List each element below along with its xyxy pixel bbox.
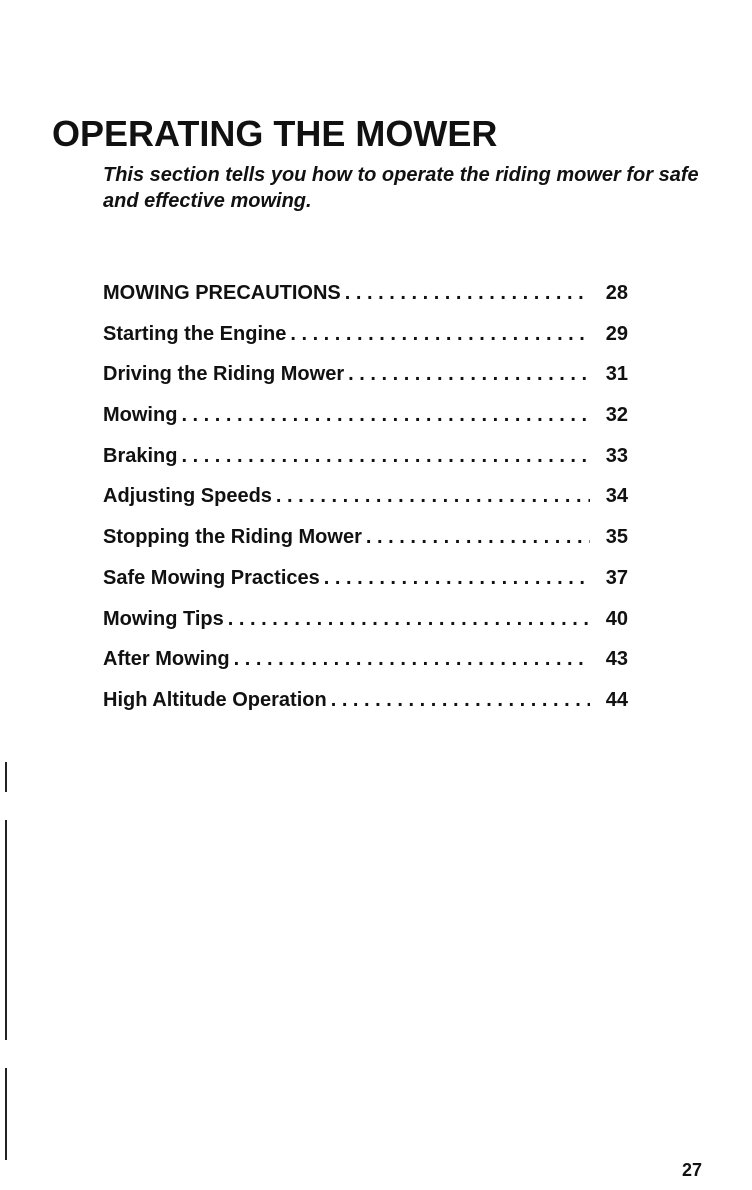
page-title: OPERATING THE MOWER — [52, 113, 498, 154]
dot-leader — [181, 445, 590, 468]
toc-entry-page: 44 — [605, 688, 628, 711]
toc-entry-page: 32 — [605, 404, 628, 427]
toc-entry-label: Adjusting Speeds — [103, 485, 272, 508]
toc-entry[interactable] — [103, 689, 628, 730]
dot-leader — [234, 648, 590, 671]
toc-entry[interactable] — [103, 363, 628, 404]
toc-entry-page: 33 — [605, 444, 628, 467]
page-number: 27 — [681, 1160, 702, 1180]
toc-entry-page: 35 — [605, 526, 628, 549]
toc-entry[interactable] — [103, 445, 628, 486]
toc-entry-label: Braking — [103, 444, 178, 467]
scan-margin-line — [5, 1068, 7, 1160]
toc-entry-page: 28 — [605, 282, 628, 304]
dot-leader — [228, 608, 590, 631]
toc-entry[interactable] — [103, 485, 628, 526]
scan-margin-line — [5, 820, 7, 1040]
dot-leader — [290, 323, 590, 346]
dot-leader — [324, 567, 590, 590]
toc-entry[interactable] — [103, 282, 628, 323]
toc-entry-label: Mowing — [103, 404, 178, 427]
toc-entry[interactable] — [103, 648, 628, 689]
toc-entry-label: High Altitude Operation — [103, 688, 327, 711]
toc-entry-page: 34 — [605, 485, 628, 508]
toc-entry[interactable] — [103, 323, 628, 364]
toc-entry-label: Mowing Tips — [103, 607, 224, 630]
toc-entry-label: Driving the Riding Mower — [103, 363, 345, 386]
toc-entry-page: 37 — [605, 566, 628, 589]
toc-entry-label: After Mowing — [103, 648, 230, 671]
scan-margin-line — [5, 762, 7, 792]
toc-entry[interactable] — [103, 567, 628, 608]
toc-entry-page: 31 — [605, 363, 628, 386]
dot-leader — [366, 526, 590, 549]
toc-entry-label: MOWING PRECAUTIONS — [103, 282, 341, 304]
toc-entry-page: 29 — [605, 322, 628, 345]
dot-leader — [331, 689, 590, 712]
section-description: This section tells you how to operate the riding mower for safe and effective mowing. — [103, 164, 699, 212]
toc-entry[interactable] — [103, 526, 628, 567]
dot-leader — [276, 485, 590, 508]
toc-entry-label: Starting the Engine — [103, 322, 287, 345]
toc-entry-page: 40 — [605, 607, 628, 630]
dot-leader — [348, 363, 590, 386]
toc-entry-page: 43 — [605, 648, 628, 671]
toc-entry[interactable] — [103, 608, 628, 649]
toc-entry-label: Safe Mowing Practices — [103, 566, 320, 589]
toc-entry-label: Stopping the Riding Mower — [103, 526, 362, 549]
table-of-contents — [103, 282, 628, 730]
toc-entry[interactable] — [103, 404, 628, 445]
dot-leader — [181, 404, 590, 427]
dot-leader — [345, 282, 590, 305]
